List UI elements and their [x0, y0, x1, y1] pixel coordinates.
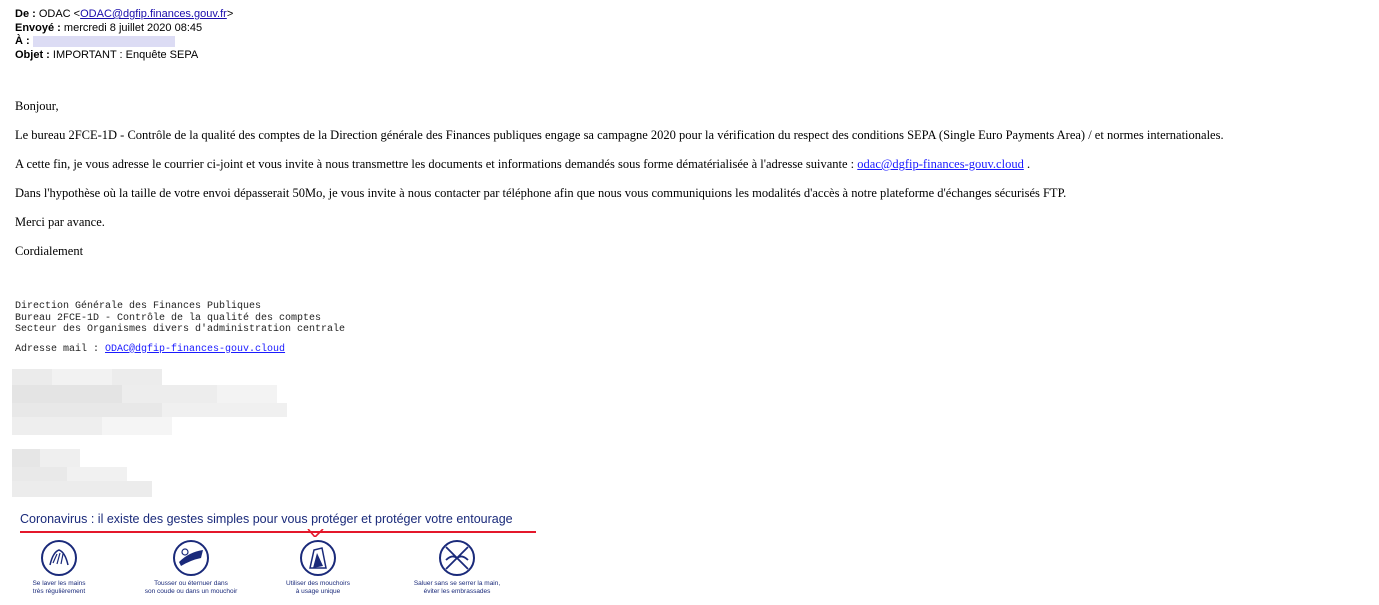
signature-mail-row: [15, 344, 345, 356]
paragraph-1: Le bureau 2FCE-1D - Contrôle de la qualité des comptes de la Direction générale des Finances publiques engage sa campagne 2020 pour la vérification du respect des conditions SEPA (Single Euro Payments Area) / et normes internationales.: [15, 128, 1224, 142]
banner-title: Coronavirus : il existe des gestes simples pour vous protéger et protéger votre entourage: [20, 512, 513, 526]
paragraph-2-end: .: [1023, 157, 1031, 171]
coronavirus-banner: [12, 508, 542, 605]
greeting: Bonjour,: [15, 99, 59, 113]
redacted-recipient: [33, 36, 175, 47]
to-row: [15, 35, 233, 49]
reply-email-link[interactable]: odac@dgfip-finances-gouv.cloud: [857, 157, 1024, 171]
gesture-caption: Tousser ou éternuer dans son coude ou dans un mouchoir: [144, 580, 238, 595]
from-label: De :: [15, 8, 36, 20]
paragraph-3: Dans l'hypothèse où la taille de votre envoi dépasserait 50Mo, je vous invite à nous contacter par téléphone afin que nous vous communiquions les modalités d'accès à notre plateforme d'échanges sécurisés FTP.: [15, 186, 1067, 200]
gesture-wash-hands: [4, 538, 114, 596]
subject-row: [15, 49, 233, 63]
gesture-caption: Saluer sans se serrer la main, éviter les embrassades: [413, 580, 501, 595]
signature-line-1: Direction Générale des Finances Publiques: [15, 301, 262, 312]
sent-row: [15, 22, 233, 36]
email-body: [15, 98, 1224, 272]
tissue-icon: [298, 538, 338, 578]
paragraph-4: Merci par avance.: [15, 215, 105, 229]
sent-label: Envoyé :: [15, 21, 61, 34]
from-email-link[interactable]: ODAC@dgfip.finances.gouv.fr: [80, 8, 227, 20]
to-label: À :: [15, 35, 30, 47]
subject-value: IMPORTANT : Enquête SEPA: [52, 48, 199, 61]
signature-line-3: Secteur des Organismes divers d'administration centrale: [15, 324, 346, 335]
gesture-caption: Utiliser des mouchoirs à usage unique: [286, 580, 350, 595]
paragraph-2: [15, 156, 1224, 185]
gesture-tissue: [263, 538, 373, 596]
sent-value: mercredi 8 juillet 2020 08:45: [63, 21, 203, 34]
subject-label: Objet :: [15, 48, 50, 61]
gesture-cough-elbow: [136, 538, 246, 596]
signature-mail-label: Adresse mail :: [15, 343, 106, 355]
redacted-signature-area: [12, 369, 287, 497]
paragraph-2-text: A cette fin, je vous adresse le courrier ci-joint et vous invite à nous transmettre les documents et informations demandés sous forme dématérialisée à l'adresse suivante :: [15, 157, 858, 171]
no-handshake-icon: [437, 538, 477, 578]
gesture-no-handshake: [402, 538, 512, 596]
closing: Cordialement: [15, 244, 84, 258]
from-row: De : ODAC <ODAC@dgfip.finances.gouv.fr>: [15, 8, 234, 20]
gesture-caption: Se laver les mains très régulièrement: [32, 580, 86, 595]
email-header: [15, 8, 233, 62]
signature-line-2: Bureau 2FCE-1D - Contrôle de la qualité des comptes: [15, 312, 322, 324]
from-name: ODAC: [38, 8, 71, 20]
wash-hands-icon: [39, 538, 79, 578]
cough-elbow-icon: [171, 538, 211, 578]
signature-block: [15, 301, 345, 355]
banner-pointer: [12, 529, 542, 537]
signature-mail-link[interactable]: ODAC@dgfip-finances-gouv.cloud: [105, 343, 286, 355]
